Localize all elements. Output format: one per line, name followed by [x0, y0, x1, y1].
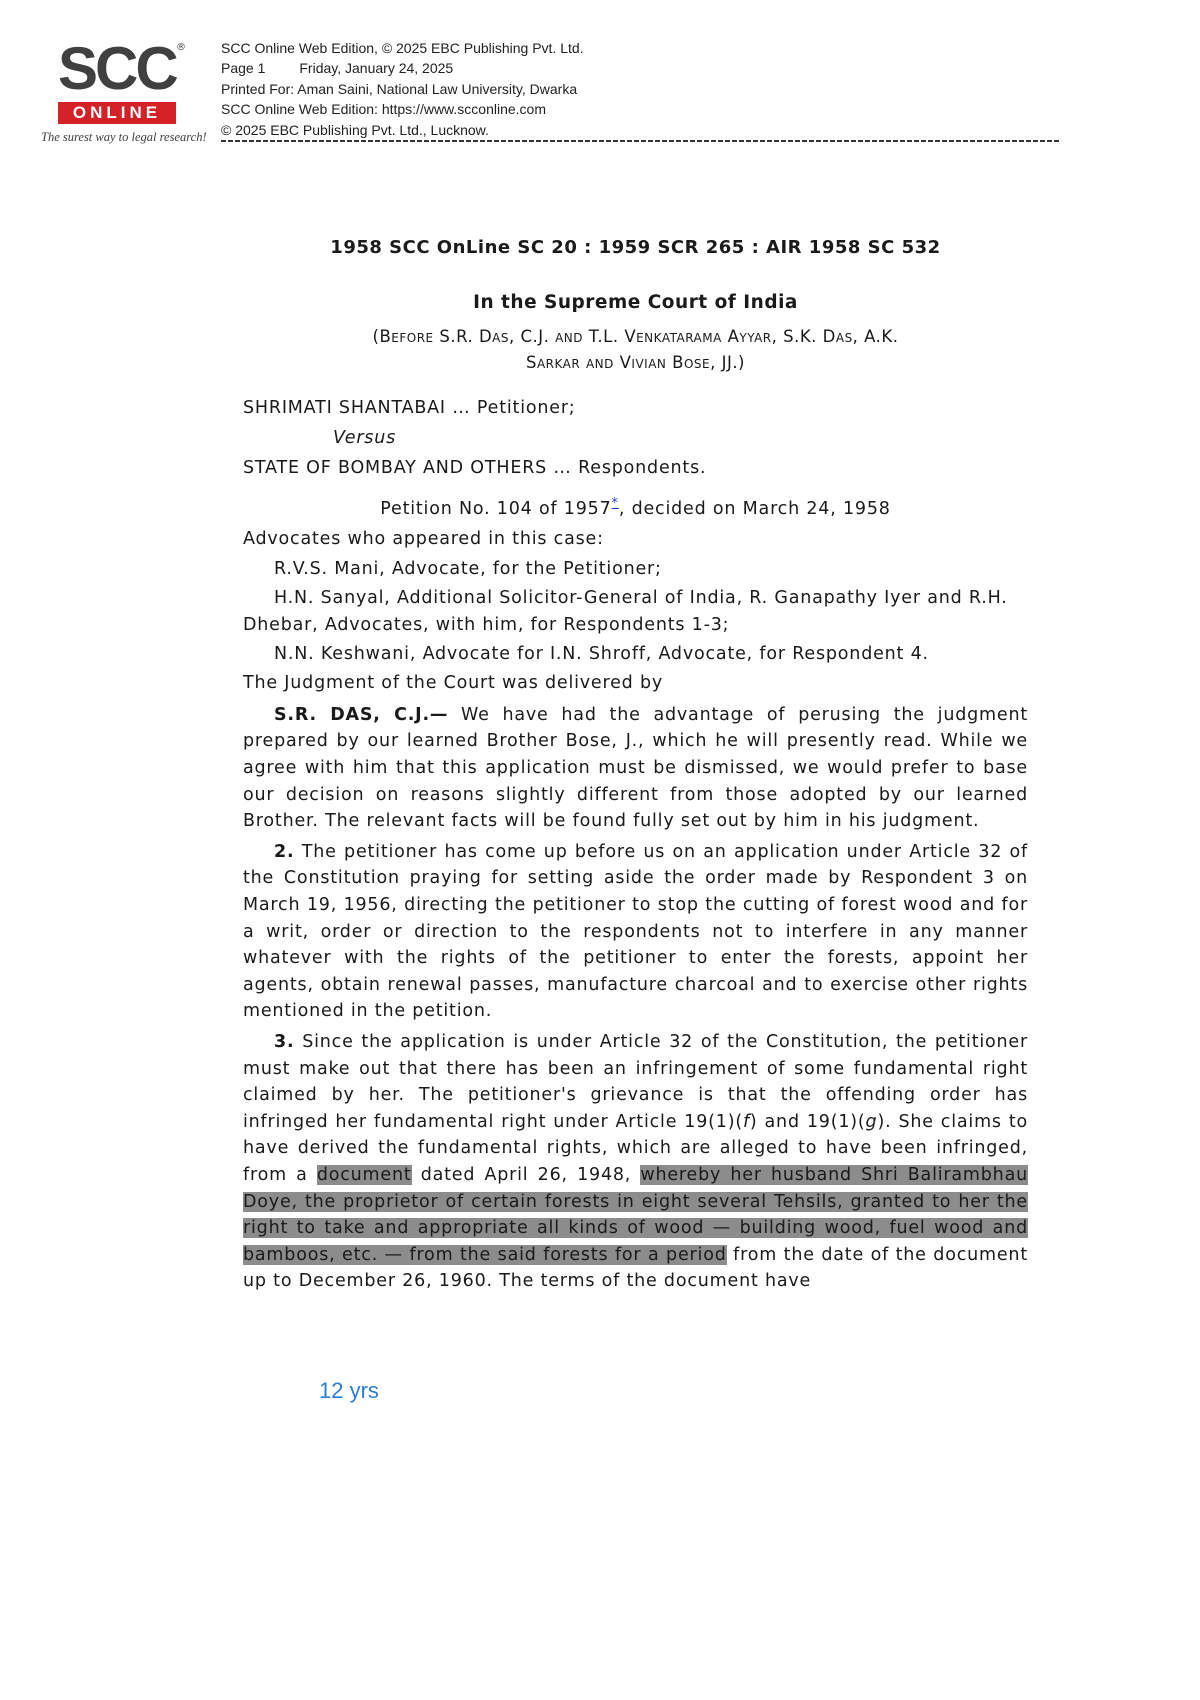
clause-g: g [865, 1111, 878, 1132]
paragraph-3-text-d: dated April 26, 1948, [411, 1164, 641, 1185]
advocates-heading: Advocates who appeared in this case: [243, 528, 604, 549]
paragraph-3 [243, 1029, 1028, 1295]
court-name: In the Supreme Court of India [473, 292, 798, 313]
scc-online-logo [38, 35, 208, 148]
respondents-line: STATE OF BOMBAY AND OTHERS … Respondents. [243, 458, 707, 478]
header-divider [221, 140, 1061, 142]
footnote-link[interactable]: * [611, 496, 619, 511]
advocate-entry: H.N. Sanyal, Additional Solicitor-General of India, R. Ganapathy Iyer and R.H. Dhebar, Advocates, with him, for Respondents 1-3; [243, 587, 1008, 635]
logo-text: SCC [58, 35, 176, 102]
logo-tagline: The surest way to legal research! [41, 130, 207, 144]
paragraph-number: 3. [274, 1031, 295, 1052]
header-printed-for: Printed For: Aman Saini, National Law University, Dwarka [221, 80, 578, 97]
page-number: Page 1 [221, 60, 266, 77]
paragraph-number: 2. [274, 841, 295, 862]
paragraph-3-text-a: Since the application is under Article 32 of the Constitution, the petitioner must make out that there has been an infringement of some fundamental right claimed by her. The petitioner's grievance is that the offending order has infringed her fundamental right under Article 19(1)( [243, 1031, 1028, 1132]
header-copyright: © 2025 EBC Publishing Pvt. Ltd., Lucknow. [221, 121, 489, 138]
advocate-entry: N.N. Keshwani, Advocate for I.N. Shroff, Advocate, for Respondent 4. [274, 643, 929, 664]
delivered-by: The Judgment of the Court was delivered by [243, 672, 664, 693]
petitioner-line: SHRIMATI SHANTABAI … Petitioner; [243, 398, 576, 418]
logo-online-bar: ONLINE [58, 102, 176, 124]
highlight-grant-clause[interactable]: whereby her husband Shri Balirambhau Doye, the proprietor of certain forests in eight several Tehsils, granted to her the right to take and appropriate all kinds of wood — building wood, fuel wood and bamboos, etc. — from the said forests for a period [243, 1164, 1028, 1265]
advocates-list [243, 556, 1028, 668]
petition-details [243, 489, 1028, 524]
highlight-document[interactable]: document [316, 1164, 412, 1185]
decided-date: , decided on March 24, 1958 [618, 498, 891, 519]
petition-number: Petition No. 104 of 1957 [380, 498, 612, 519]
print-header [221, 38, 584, 140]
handwritten-annotation: 12 yrs [319, 1378, 379, 1403]
logo-registered-mark: ® [176, 42, 186, 53]
paragraph-2 [243, 839, 1028, 1025]
bench-line-2: Sarkar and Vivian Bose, JJ.) [525, 353, 745, 372]
bench [243, 324, 1028, 376]
versus-line: Versus [333, 428, 397, 448]
clause-f: f [742, 1111, 750, 1132]
paragraph-3-text-b: ) and 19(1)( [749, 1111, 866, 1132]
header-edition: SCC Online Web Edition, © 2025 EBC Publishing Pvt. Ltd. [221, 40, 584, 56]
paragraph-1-text: We have had the advantage of perusing the judgment prepared by our learned Brother Bose, J., which he will presently read. While we agree with him that this application must be dismissed, we would prefer to base our decision on reasons slightly different from those adopted by our learned Brother. The relevant facts will be found fully set out by him in his judgment. [243, 704, 1028, 832]
paragraph-3-text-e: from the date of the document up to December 26, 1960. The terms of the document have [243, 1244, 1028, 1292]
advocate-entry: R.V.S. Mani, Advocate, for the Petitioner; [274, 558, 662, 579]
paragraph-2-text: The petitioner has come up before us on an application under Article 32 of the Constitution praying for setting aside the order made by Respondent 3 on March 19, 1956, directing the petitioner to stop the cutting of forest wood and for a writ, order or direction to the respondents not to interfere in any manner whatever with the rights of the petitioner to enter the forests, appoint her agents, obtain renewal passes, manufacture charcoal and to exercise other rights mentioned in the petition. [243, 841, 1028, 1022]
header-web-edition: SCC Online Web Edition: https://www.scconline.com [221, 101, 546, 118]
header-page-date [221, 58, 584, 78]
judge-name: S.R. DAS, C.J.— [274, 704, 449, 725]
bench-line-1: (Before S.R. Das, C.J. and T.L. Venkatarama Ayyar, S.K. Das, A.K. [372, 327, 899, 346]
print-date: Friday, January 24, 2025 [299, 60, 454, 77]
paragraph-3-text-c: ). She claims to have derived the fundamental rights, which are alleged to have been infringed, from a [243, 1111, 1028, 1185]
case-citation: 1958 SCC OnLine SC 20 : 1959 SCR 265 : AIR 1958 SC 532 [330, 237, 941, 258]
judgment-body [243, 393, 1028, 1295]
paragraph-1 [243, 702, 1028, 835]
